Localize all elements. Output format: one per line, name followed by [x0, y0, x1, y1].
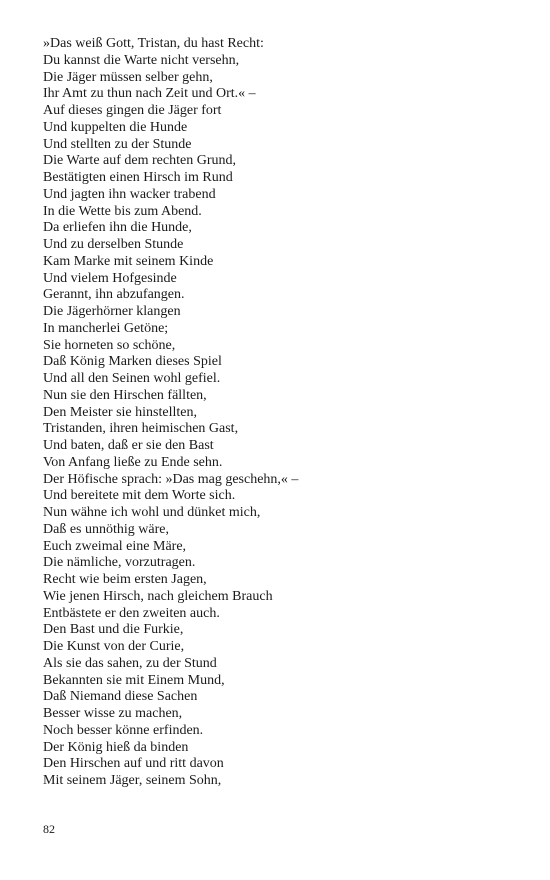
- verse-line: Und vielem Hofgesinde: [43, 270, 177, 286]
- verse-line: Als sie das sahen, zu der Stund: [43, 655, 217, 671]
- verse-line: Die Jägerhörner klangen: [43, 304, 181, 319]
- verse-line: Die nämliche, vorzutragen.: [43, 555, 196, 571]
- verse-line: In mancherlei Getöne;: [43, 320, 169, 336]
- verse-line: Der Höfische sprach: »Das mag geschehn,« –: [43, 471, 299, 487]
- verse-line: Und kuppelten die Hunde: [43, 119, 188, 135]
- page-number: 82: [43, 822, 55, 836]
- verse-line: Wie jenen Hirsch, nach gleichem Brauch: [43, 588, 273, 604]
- verse-line: Und bereitete mit dem Worte sich.: [43, 488, 236, 504]
- verse-line: Besser wisse zu machen,: [43, 706, 183, 721]
- verse-line: Auf dieses gingen die Jäger fort: [43, 103, 222, 118]
- verse-line: Den Bast und die Furkie,: [43, 622, 184, 638]
- verse-line: Der König hieß da binden: [43, 739, 189, 755]
- verse-line: Den Meister sie hinstellten,: [43, 404, 197, 420]
- verse-line: »Das weiß Gott, Tristan, du hast Recht:: [43, 36, 264, 51]
- verse-line: Und stellten zu der Stunde: [43, 136, 192, 152]
- verse-line: Da erliefen ihn die Hunde,: [43, 220, 192, 236]
- verse-line: Ihr Amt zu thun nach Zeit und Ort.« –: [43, 86, 256, 102]
- verse-line: Nun sie den Hirschen fällten,: [43, 387, 207, 403]
- verse-line: Sie horneten so schöne,: [43, 337, 176, 353]
- verse-line: Euch zweimal eine Märe,: [43, 538, 187, 554]
- verse-line: Gerannt, ihn abzufangen.: [43, 287, 185, 303]
- verse-line: Und all den Seinen wohl gefiel.: [43, 371, 221, 386]
- verse-line: Mit seinem Jäger, seinem Sohn,: [43, 773, 222, 788]
- verse-line: Daß es unnöthig wäre,: [43, 521, 169, 537]
- verse-line: Die Kunst von der Curie,: [43, 639, 185, 654]
- verse-line: Nun wähne ich wohl und dünket mich,: [43, 505, 261, 520]
- verse-line: Tristanden, ihren heimischen Gast,: [43, 421, 239, 437]
- verse-line: Daß Niemand diese Sachen: [43, 689, 198, 705]
- verse-line: Bestätigten einen Hirsch im Rund: [43, 170, 233, 185]
- verse-line: Die Jäger müssen selber gehn,: [43, 69, 213, 85]
- verse-line: Und baten, daß er sie den Bast: [43, 438, 214, 453]
- verse-line: Und jagten ihn wacker trabend: [43, 186, 216, 202]
- verse-line: Den Hirschen auf und ritt davon: [43, 756, 224, 772]
- verse-line: Noch besser könne erfinden.: [43, 722, 204, 738]
- verse-line: In die Wette bis zum Abend.: [43, 203, 202, 219]
- verse-line: Entbästete er den zweiten auch.: [43, 605, 220, 621]
- verse-line: Daß König Marken dieses Spiel: [43, 354, 222, 370]
- verse-line: Kam Marke mit seinem Kinde: [43, 253, 214, 269]
- verse-line: Recht wie beim ersten Jagen,: [43, 572, 207, 587]
- verse-line: Von Anfang ließe zu Ende sehn.: [43, 454, 223, 470]
- verse-line: Die Warte auf dem rechten Grund,: [43, 153, 236, 169]
- verse-line: Du kannst die Warte nicht versehn,: [43, 52, 240, 68]
- verse-line: Und zu derselben Stunde: [43, 237, 184, 252]
- verse-line: Bekannten sie mit Einem Mund,: [43, 672, 225, 688]
- verse-text: [43, 36, 298, 790]
